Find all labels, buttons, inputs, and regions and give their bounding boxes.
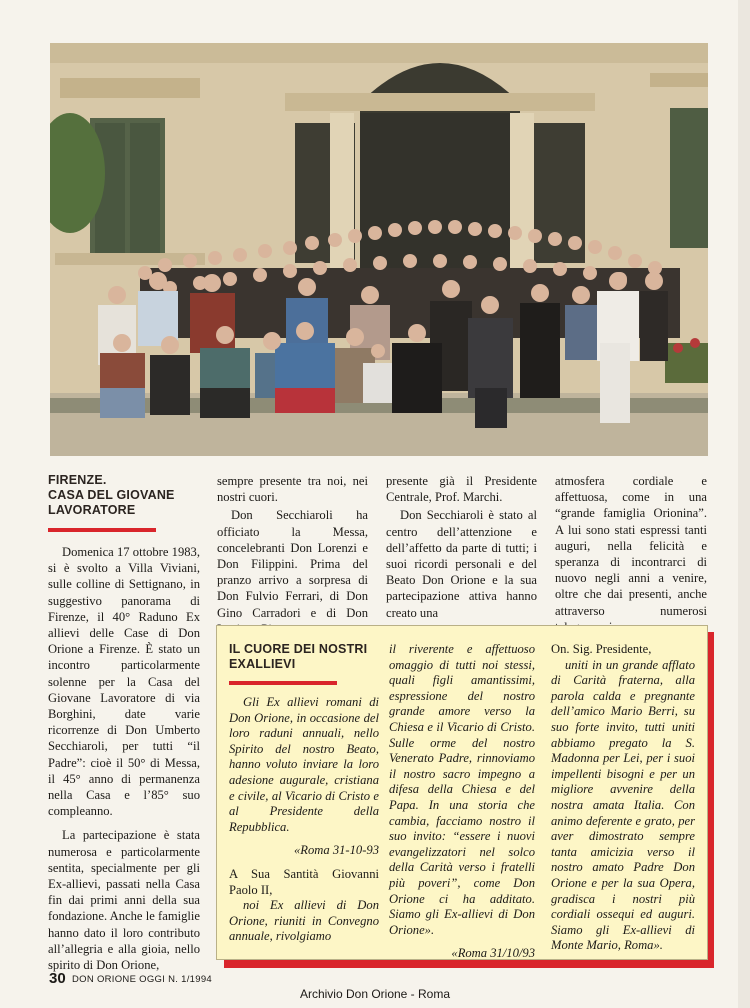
group-photo	[50, 43, 708, 456]
article-column-3	[386, 473, 537, 621]
article-column-2	[217, 473, 368, 637]
letter-address: A Sua Santità Giovanni Paolo II,	[229, 866, 379, 897]
page-edge	[738, 0, 750, 1008]
box-column-1	[229, 642, 379, 945]
group-photo-illustration	[50, 43, 708, 456]
article-heading	[48, 473, 200, 518]
paragraph: atmosfera cordiale e affettuosa, come in una “grande famiglia Orionina”. A lui sono stati espressi tanti auguri, nella felicità e speranza di incontrarci di nuovo negli anni a venire, oltre che dai presenti, anche attraverso numerosi	[555, 474, 707, 618]
exallievi-box	[216, 625, 708, 960]
letter-date: «Roma 31-10-93	[294, 843, 379, 858]
article-heading-line: FIRENZE.	[48, 473, 107, 487]
article-heading-line: CASA DEL GIOVANE	[48, 488, 175, 502]
paragraph: Don Secchiaroli ha officiato la Messa, concelebranti Don Lorenzi e Don Filippini. Prima del pranzo arrivo a sorpresa di Don Fulvio Ferrari, di Don Gino Carradori e di Don	[217, 508, 368, 620]
box-column-3	[551, 642, 695, 954]
letter-date: «Roma 31/10/93	[451, 946, 535, 961]
paragraph: uniti in un grande afflato di Carità fraterna, alla parola calda e pregnante dell’amico Mario Berri, su suo forte invito, tutti uniti abbiamo pregato la S. Madonna per Lei, per i suoi impellenti bisogni e per un migliore avvenire della nostra amata Italia. Con animo deferente e grato, per aver dimostrato sempre tanta amicizia verso il nostro amato Padre Don Orione e per la sua Opera, gradisca i nostri più cordiali ossequi ed auguri. Siamo gli Ex-allievi di Monte Mario, Roma».	[551, 657, 695, 953]
paragraph: Domenica 17 ottobre 1983, si è svolto a Villa Viviani, sulle colline di Settignano, in suggestivo panorama di Firenze, il 40° Raduno Ex allievi delle Case di Don Orione a Firenze. È stato un incontro particolarmente solenne per la Casa del Giovane Lavoratore di via Borghini, date varie ricorrenze di Don Umberto Secchiaroli, per tutti “il Padre”: cioè il 50° di Messa, il 45° anno di permanenza nella Casa e l’85° suo compleanno.	[48, 545, 200, 819]
box-heading-line: IL CUORE DEI NOSTRI	[229, 642, 368, 656]
red-divider	[48, 528, 156, 532]
article-column-1	[48, 473, 200, 973]
paragraph: La partecipazione è stata numerosa e particolarmente sentita, specialmente per gli Ex-allievi, passati nella Casa fin dai primi anni della sua fondazione. Anche le famiglie hanno dato il loro contributo all’allegria e alla gioia, nello spirito di Don Orione,	[48, 828, 200, 973]
box-heading-line: EXALLIEVI	[229, 657, 296, 671]
page-number: 30	[49, 970, 66, 987]
box-heading	[229, 642, 379, 672]
archive-caption: Archivio Don Orione - Roma	[299, 987, 451, 1001]
publication-name: DON ORIONE OGGI N. 1/1994	[72, 974, 213, 985]
paragraph: sempre presente tra noi, nei nostri cuori.	[217, 474, 368, 505]
paragraph: Gli Ex allievi romani di Don Orione, in occasione del loro raduni annuali, nello Spirito del nostro Beato, hanno voluto inviare la loro adesione augurale, cristiana e civile, al Vicario di Cristo e al Presidente della Repubblica.	[229, 695, 379, 834]
article-column-4	[555, 473, 707, 635]
letter-address: On. Sig. Presidente,	[551, 642, 652, 656]
paragraph: il riverente e affettuoso omaggio di tutti noi stessi, quali figli amantissimi, espressione del nostro grande amore verso la Chiesa e il Vicario di Cristo. Sulle orme del nostro Venerato Padre, rinnoviamo il nostro sacro impegno a difesa della Chiesa e del Papa. In una storia che cambia, facciamo nostro il suo invito: “essere i nuovi evangelizzatori nel solco della Carità verso i fratelli più poveri”, come Don Orione ci ha additato. Siamo gli Ex-allievi di Don Orione».	[389, 642, 535, 937]
box-column-2	[389, 642, 535, 962]
red-divider	[229, 681, 337, 685]
paragraph: Don Secchiaroli è stato al centro dell’attenzione e dell’affetto da parte di tutti; i suoi ricordi personali e del Beato Don Orione e la sua partecipazione attiva hanno creato una	[386, 508, 537, 620]
paragraph: noi Ex allievi di Don Orione, riuniti in Convegno annuale, rivolgiamo	[229, 898, 379, 944]
paragraph: presente già il Presidente Centrale, Prof. Marchi.	[386, 474, 537, 505]
article-heading-line: LAVORATORE	[48, 503, 136, 517]
